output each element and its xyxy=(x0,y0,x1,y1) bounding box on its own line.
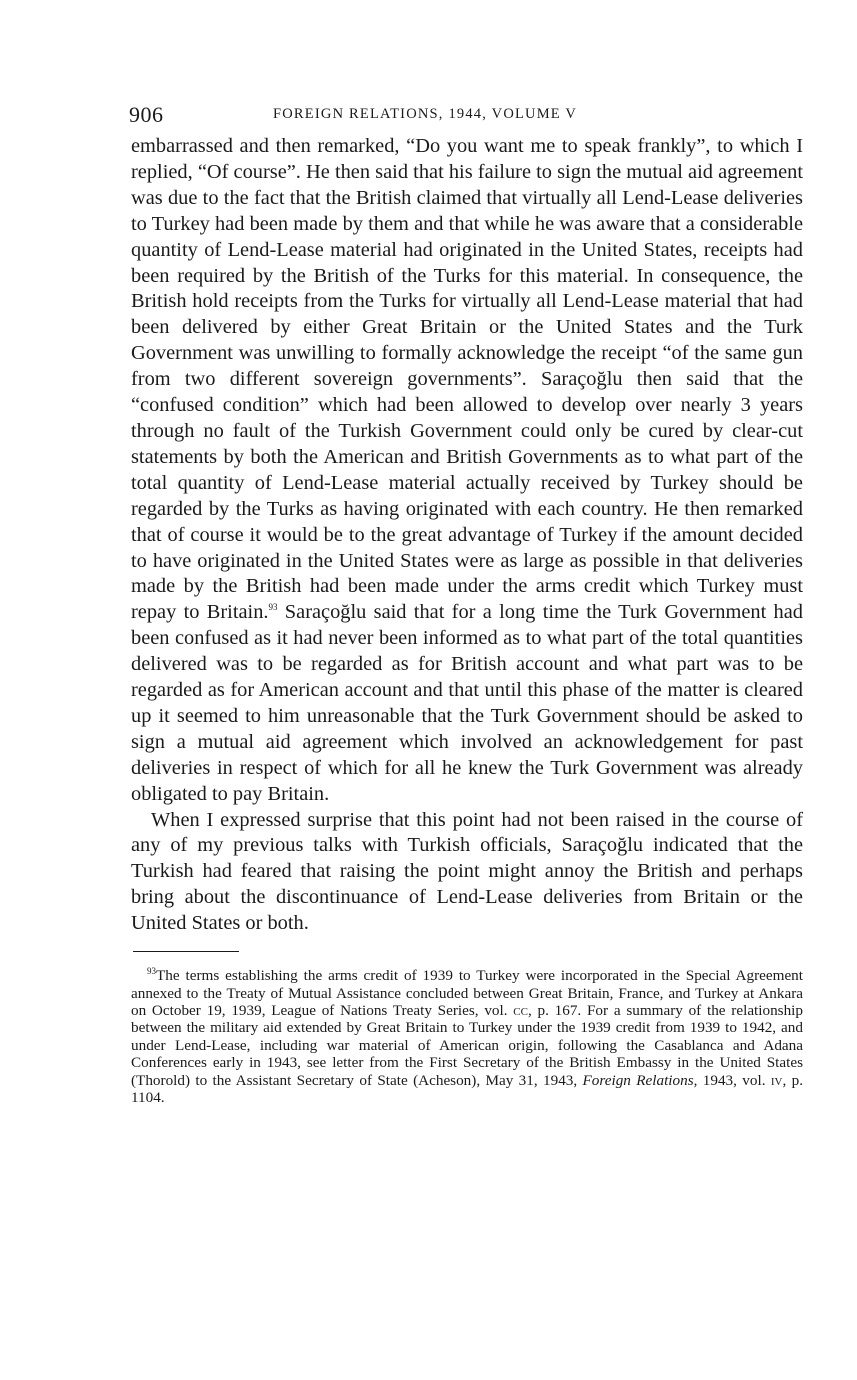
footnote-text-d: , p. 1104. xyxy=(131,1071,804,1106)
footnote-reference: 93 xyxy=(268,602,278,613)
page-number: 906 xyxy=(129,102,164,127)
page-header xyxy=(131,100,803,134)
footnote-93 xyxy=(131,967,803,1106)
footnote-volume-cc: cc xyxy=(513,1001,528,1019)
footnote-publication-title: Foreign Relations xyxy=(582,1071,694,1089)
footnote-text-c: , 1943, vol. xyxy=(693,1071,771,1089)
footnote-text-a: The terms establishing the arms credit of 1939 to Turkey were incorporated in the Special Agreement annexed to the Treaty of Mutual Assistance concluded between Great Britain, France, and Turkey at Ankara on October 19, 1939, League of Nations Treaty Series, vol. xyxy=(131,967,803,1019)
paragraph-1 xyxy=(131,134,803,808)
paragraph-1-text-b: Saraçoğlu said that for a long time the Turk Government had been confused as it had never been informed as to what part of the total quantities delivered was to be regarded as for British account and what part was to be regarded as for American account and that until this phase of the matter is cleared up it seemed to him unreasonable that the Turk Government should be asked to sign a mutual aid agreement which involved an acknowledgement for past deliveries in respect of which for all he knew the Turk Government was already obligated to pay Britain. xyxy=(131,601,803,805)
footnote-mark: 93 xyxy=(147,966,156,977)
body-text xyxy=(131,134,803,937)
paragraph-2: When I expressed surprise that this point had not been raised in the course of any of my previous talks with Turkish officials, Saraçoğlu indicated that the Turkish had feared that raising the point might annoy the British and perhaps bring about the discontinuance of Lend-Lease deliveries from Britain or the United States or both. xyxy=(131,808,803,935)
paragraph-1-text-a: embarrassed and then remarked, “Do you want me to speak frankly”, to which I replied, “Of course”. He then said that his failure to sign the mutual aid agreement was due to the fact that the British claimed that virtually all Lend-Lease deliveries to Turkey had been made by them and that while he was aware that a considerable quantity of Lend-Lease material had originated in the United States, receipts had been required by the British of the Turks for this material. In consequence, the British hold receipts from the Turks for virtually all Lend-Lease material that had been delivered by either Great Britain or the United States and the Turk Government was unwilling to formally acknowledge the receipt “of the same gun from two different sovereign governments”. Saraçoğlu then said that the “confused condition” which had been allowed to develop over nearly 3 years through no fault of the Turkish Government could only be cured by clear-cut statements by both the American and British Governments as to what part of the total quantity of Lend-Lease material actually received by Turkey should be regarded by the Turks as having originated with each country. He then remarked that of course it would be to the great advantage of Turkey if the amount decided to have originated in the United States were as large as possible in that deliveries made by the British had been made under the arms credit which Turkey must repay to Britain. xyxy=(131,135,803,624)
footnote-volume-iv: iv xyxy=(770,1071,783,1089)
running-head: FOREIGN RELATIONS, 1944, VOLUME V xyxy=(273,106,578,122)
footnote-divider xyxy=(133,951,239,952)
document-page xyxy=(131,100,803,1122)
footnote-text-b: , p. 167. For a summary of the relationship between the military aid extended by Great Britain to Turkey under the 1939 credit from 1939 to 1942, and under Lend-Lease, including war material of American origin, following the Casablanca and Adana Conferences early in 1943, see letter from the First Secretary of the British Embassy in the United States (Thorold) to the Assistant Secretary of State (Acheson), May 31, 1943, xyxy=(131,1001,803,1089)
